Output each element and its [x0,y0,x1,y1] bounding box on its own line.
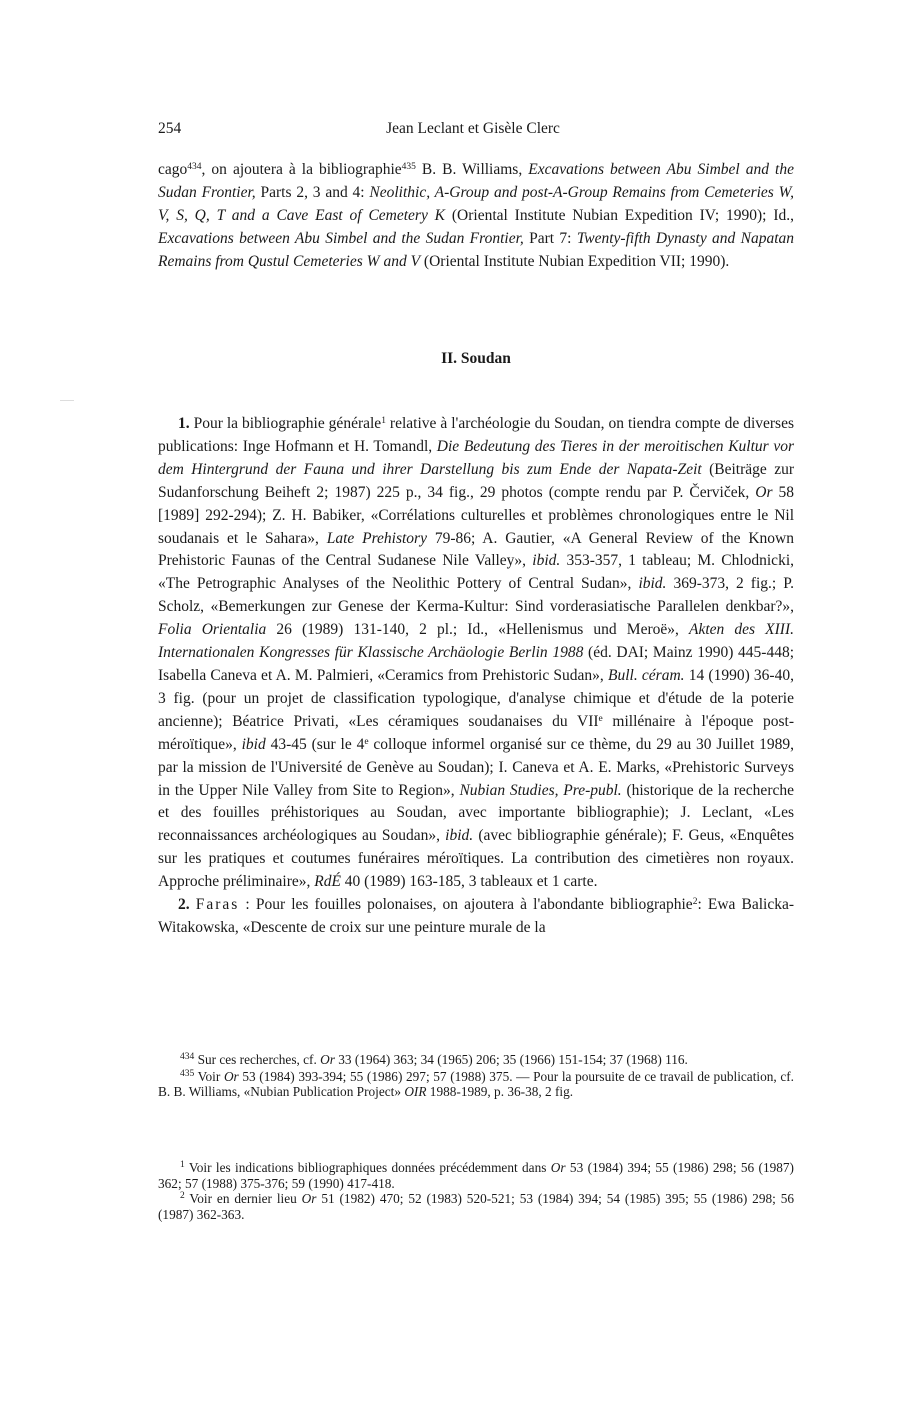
title-italic: OIR [404,1084,427,1099]
text-run: : Ewa Balicka-Witakowska, «Descente de croix sur une peinture murale de la [158,896,795,936]
text-run: 43-45 (sur le 4 [265,735,365,753]
title-italic: Or [223,1068,239,1084]
title-italic: ibid. [638,575,667,593]
text-run: relative à l'archéologie du Soudan, on tiendra compte de diverses publications: Inge Hofmann et H. Tomandl, [158,415,794,455]
text-run: (avec bibliographie générale); F. Geus, «Enquêtes sur les pratiques et coutumes funéraires méroïtiques. La contribution des cimetières non royaux. Approche préliminaire», [158,827,794,891]
running-head: Jean Leclant et Gisèle Clerc [386,120,560,137]
paragraph-number: 2. [178,896,190,914]
title-italic: Die Bedeutung des Tieres in der meroitischen Kultur vor dem Hintergrund der Fauna und ihrer Darstellung bis zum Ende der Napata-Zeit [158,437,795,478]
footnotes-previous [158,1052,794,1100]
footnote-ref: 1 [381,416,386,426]
footnote-mark: 1 [180,1160,185,1170]
title-italic: Late Prehistory [326,529,427,547]
text-run: Sur ces recherches, cf. [194,1052,321,1067]
text-run: 40 (1989) 163-185, 3 tableaux et 1 carte. [340,873,598,891]
text-run: (Oriental Institute Nubian Expedition VII; 1990). [420,252,730,270]
title-italic: Or [550,1160,566,1175]
text-run: (historique de la recherche et des fouilles préhistoriques au Soudan, avec importante bibliographie); J. Leclant, «Les reconnaissances archéologiques au Soudan», [158,781,794,845]
paragraph-1 [158,413,794,894]
text-run: Part 7: [523,229,577,247]
title-italic: Twenty-fifth Dynasty and Napatan Remains from Qustul Cemeteries W and V [158,229,795,270]
title-italic: RdÉ [314,873,341,891]
title-italic: Akten des XIII. Internationalen Kongresses für Klassische Archäologie Berlin 1988 [158,621,794,662]
footnote-ref: 435 [401,162,416,172]
text-run: (Beiträge zur Sudanforschung Beiheft 2; 1987) 225 p., 34 fig., 29 photos (compte rendu par P. Červiček, [158,460,794,501]
text-run: 58 [1989] 292-294); Z. H. Babiker, «Corrélations culturelles et problèmes chronologiques entre le Nil soudanais et le Sahara», [158,483,794,547]
footnote-434 [158,1052,794,1068]
page-number: 254 [158,120,182,137]
title-italic: Or [301,1191,317,1206]
footnote-435 [158,1069,794,1100]
text-run: 51 (1982) 470; 52 (1983) 520-521; 53 (1984) 394; 54 (1985) 395; 55 (1986) 298; 56 (1987) 362-363. [158,1191,794,1222]
text-run: Voir en dernier lieu [184,1191,302,1206]
title-italic: Bull. céram. [608,666,685,684]
place-name: Faras [195,896,240,914]
text-run: 79-86; A. Gautier, «A General Review of the Known Prehistoric Faunas of the Central Sudanese Nile Valley», [158,529,794,570]
section-title: II. Soudan [441,350,511,367]
title-italic: Excavations between Abu Simbel and the Sudan Frontier, [158,229,524,247]
footnote-mark: 435 [180,1068,195,1079]
text-run: (éd. DAI; Mainz 1990) 445-448; Isabella Caneva et A. M. Palmieri, «Ceramics from Prehistoric Sudan», [158,644,795,684]
margin-mark [60,400,74,401]
title-italic: ibid [241,735,266,753]
superscript: e [364,736,369,747]
paragraph-2 [158,894,794,940]
text-run: Voir [194,1068,224,1084]
text-run: Pour la bibliographie générale [189,415,382,432]
title-italic: ibid. [532,552,561,570]
footnote-ref: 2 [692,897,698,908]
text-run: 353-357, 1 tableau; M. Chlodnicki, «The Petrographic Analyses of the Neolithic Pottery of Central Sudan», [158,552,794,593]
title-italic: Nubian Studies, Pre-publ. [459,781,622,799]
text-run: , on ajoutera à la bibliographie [201,161,402,178]
paragraph-number: 1. [178,415,190,432]
text-run: cago [158,161,188,178]
footnote-2 [158,1191,794,1222]
title-italic: ibid. [445,827,474,845]
text-run: 26 (1989) 131-140, 2 pl.; Id., «Hellenismus und Meroë», [266,621,689,639]
text-run: (Oriental Institute Nubian Expedition IV; 1990); Id., [445,206,794,224]
footnote-mark: 434 [180,1052,195,1062]
text-run: colloque informel organisé sur ce thème, du 29 au 30 Juillet 1989, par la mission de l'Université de Genève au Soudan); I. Caneva et A. E. Marks, «Prehistoric Surveys in the Upper Nile Valley from Site to Region», [158,735,794,799]
main-text [158,413,794,940]
footnotes-current [158,1160,794,1222]
text-run: B. B. Williams, [415,161,529,178]
title-italic: Neolithic, A-Group and post-A-Group Remains from Cemeteries W, V, S, Q, T and a Cave East of Cemetery K [158,183,795,224]
text-run: millénaire à l'époque post-méroïtique», [158,712,794,753]
intro-paragraph [158,159,794,274]
text-run: 369-373, 2 fig.; P. Scholz, «Bemerkungen zur Genese der Kerma-Kultur: Sind vorderasiatische Parallelen denkbar?», [158,575,794,616]
title-italic: Or [755,483,773,501]
footnote-mark: 2 [180,1191,185,1201]
text-run: 1988-1989, p. 36-38, 2 fig. [426,1084,574,1099]
title-italic: Excavations between Abu Simbel and the Sudan Frontier, [158,161,794,201]
title-italic: Or [320,1052,335,1067]
footnote-1 [158,1160,794,1191]
text-run: : Pour les fouilles polonaises, on ajoutera à l'abondante bibliographie [239,896,693,914]
text-run: 53 (1984) 393-394; 55 (1986) 297; 57 (1988) 375. — Pour la poursuite de ce travail de publication, cf. B. B. Williams, «Nubian Publication Project» [158,1068,794,1099]
text-run: Parts 2, 3 and 4: [255,183,370,201]
text-run: Voir les indications bibliographiques données précédemment dans [184,1160,551,1175]
text-run: 53 (1984) 394; 55 (1986) 298; 56 (1987) 362; 57 (1988) 375-376; 59 (1990) 417-418. [158,1160,794,1191]
text-run: 33 (1964) 363; 34 (1965) 206; 35 (1966) 151-154; 37 (1968) 116. [334,1052,688,1067]
footnote-ref: 434 [187,162,202,172]
title-italic: Folia Orientalia [158,621,267,639]
superscript: e [598,713,603,724]
text-run: 14 (1990) 36-40, 3 fig. (pour un projet de classification typologique, d'analyse chimique et d'étude de la poterie ancienne); Béatrice Privati, «Les céramiques soudanaises du VII [158,666,794,730]
